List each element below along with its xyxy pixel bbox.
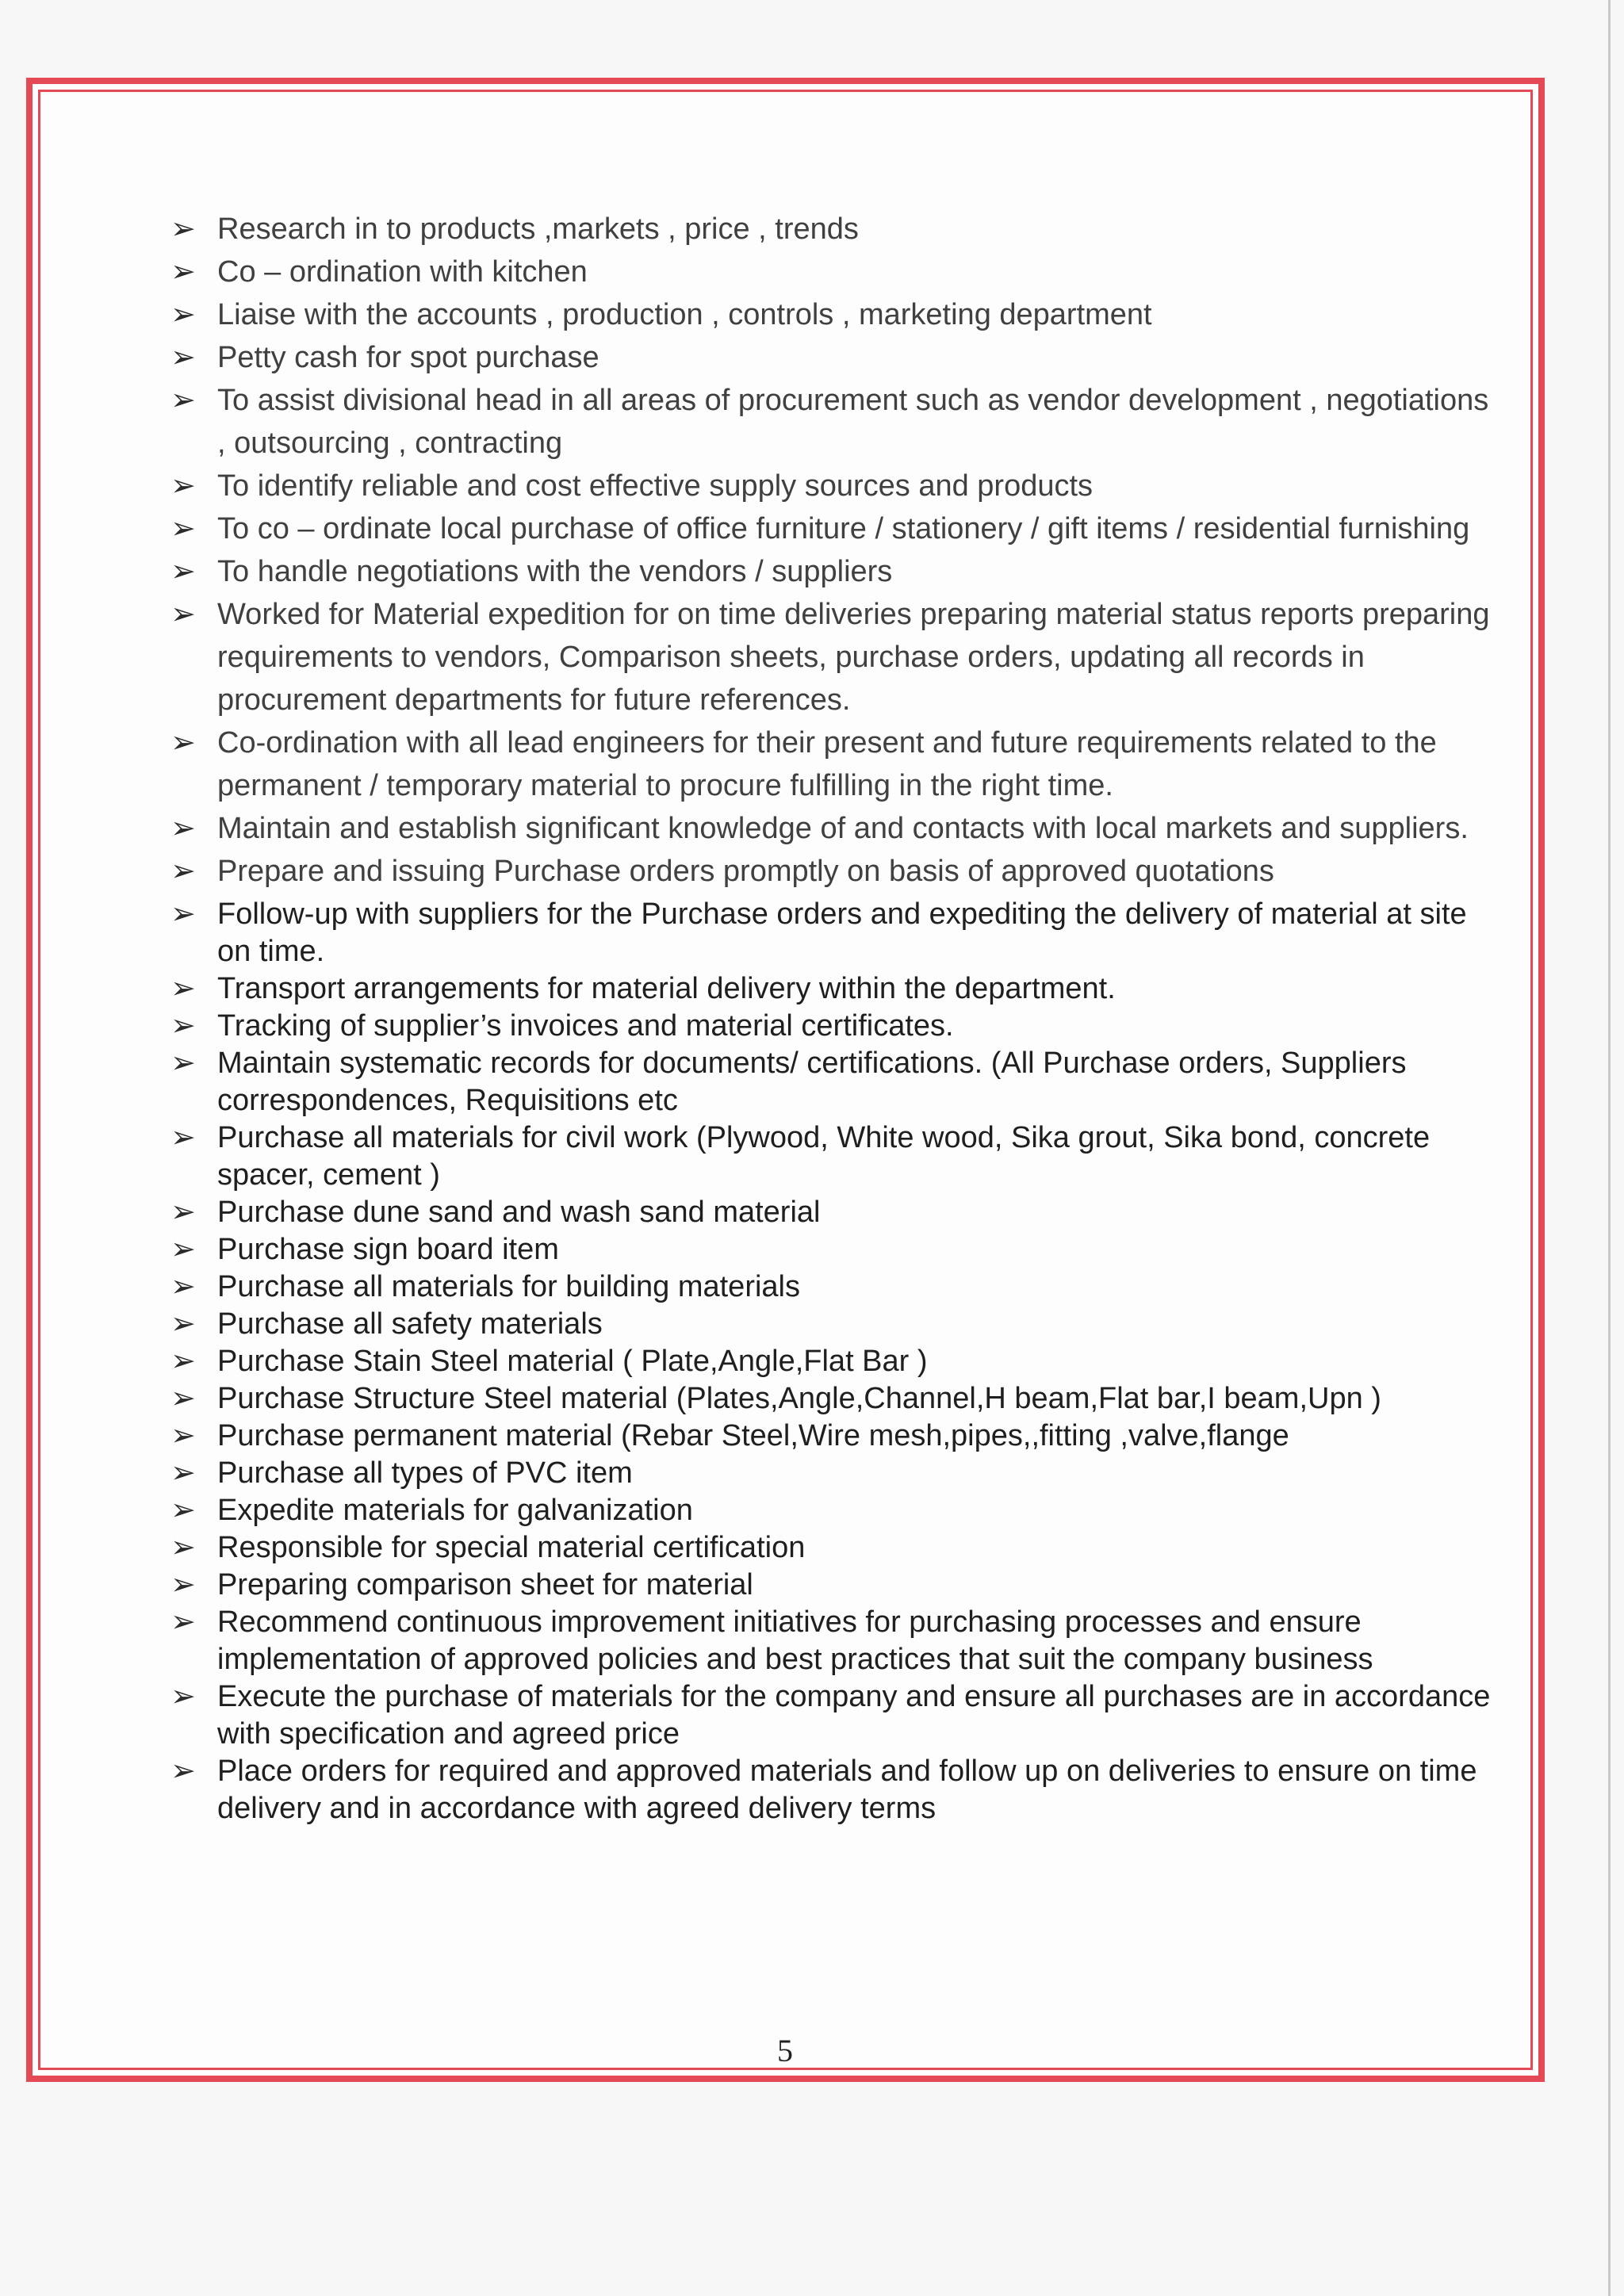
arrow-bullet-icon: ➢ bbox=[170, 1568, 196, 1601]
arrow-bullet-icon: ➢ bbox=[170, 555, 196, 588]
list-item bbox=[170, 1045, 1503, 1119]
list-item-text: Preparing comparison sheet for material bbox=[217, 1568, 753, 1601]
document-body bbox=[170, 208, 1503, 1827]
list-item bbox=[170, 379, 1503, 465]
arrow-bullet-icon: ➢ bbox=[170, 1456, 196, 1490]
arrow-bullet-icon: ➢ bbox=[170, 726, 196, 760]
arrow-bullet-icon: ➢ bbox=[170, 972, 196, 1005]
arrow-bullet-icon: ➢ bbox=[170, 469, 196, 503]
arrow-bullet-icon: ➢ bbox=[170, 1680, 196, 1713]
arrow-bullet-icon: ➢ bbox=[170, 1009, 196, 1043]
list-item-text: Transport arrangements for material delivery within the department. bbox=[217, 972, 1116, 1005]
list-item bbox=[170, 1231, 1503, 1269]
list-item bbox=[170, 1343, 1503, 1380]
arrow-bullet-icon: ➢ bbox=[170, 598, 196, 631]
list-item-text: Purchase Structure Steel material (Plates,Angle,Channel,H beam,Flat bar,I beam,Upn ) bbox=[217, 1382, 1381, 1415]
arrow-bullet-icon: ➢ bbox=[170, 298, 196, 331]
arrow-bullet-icon: ➢ bbox=[170, 1121, 196, 1154]
list-item bbox=[170, 1529, 1503, 1567]
list-item bbox=[170, 896, 1503, 970]
list-item-text: Co-ordination with all lead engineers for their present and future requirements related to the permanent / temporary material to procure fulfilling in the right time. bbox=[217, 726, 1437, 802]
list-item bbox=[170, 1269, 1503, 1306]
arrow-bullet-icon: ➢ bbox=[170, 255, 196, 289]
responsibilities-list-upper bbox=[170, 208, 1503, 893]
list-item-text: To identify reliable and cost effective supply sources and products bbox=[217, 469, 1094, 503]
arrow-bullet-icon: ➢ bbox=[170, 341, 196, 374]
arrow-bullet-icon: ➢ bbox=[170, 1345, 196, 1378]
list-item bbox=[170, 1418, 1503, 1455]
page-edge-shadow bbox=[1608, 0, 1611, 2296]
list-item-text: Responsible for special material certification bbox=[217, 1531, 806, 1564]
arrow-bullet-icon: ➢ bbox=[170, 1494, 196, 1527]
list-item-text: Purchase Stain Steel material ( Plate,Angle,Flat Bar ) bbox=[217, 1345, 928, 1378]
list-item bbox=[170, 1194, 1503, 1231]
arrow-bullet-icon: ➢ bbox=[170, 1196, 196, 1229]
list-item bbox=[170, 1306, 1503, 1343]
arrow-bullet-icon: ➢ bbox=[170, 812, 196, 845]
list-item-text: To co – ordinate local purchase of office furniture / stationery / gift items / residential furnishing bbox=[217, 512, 1470, 545]
list-item-text: Purchase all materials for civil work (Plywood, White wood, Sika grout, Sika bond, concrete spacer, cement ) bbox=[217, 1121, 1431, 1192]
list-item-text: To assist divisional head in all areas of procurement such as vendor development , negotiations , outsourcing , contracting bbox=[217, 384, 1489, 460]
list-item bbox=[170, 1380, 1503, 1418]
arrow-bullet-icon: ➢ bbox=[170, 1047, 196, 1080]
list-item-text: Execute the purchase of materials for the company and ensure all purchases are in accordance with specification and agreed price bbox=[217, 1680, 1491, 1751]
responsibilities-list-lower bbox=[170, 896, 1503, 1827]
list-item-text: Purchase permanent material (Rebar Steel,Wire mesh,pipes,,fitting ,valve,flange bbox=[217, 1419, 1289, 1452]
list-item-text: Purchase sign board item bbox=[217, 1233, 559, 1266]
list-item-text: Purchase dune sand and wash sand material bbox=[217, 1196, 821, 1229]
list-item-text: Petty cash for spot purchase bbox=[217, 341, 599, 374]
arrow-bullet-icon: ➢ bbox=[170, 1531, 196, 1564]
list-item bbox=[170, 336, 1503, 379]
list-item-text: Purchase all types of PVC item bbox=[217, 1456, 633, 1490]
list-item bbox=[170, 293, 1503, 336]
list-item bbox=[170, 1119, 1503, 1194]
list-item-text: Purchase all safety materials bbox=[217, 1307, 603, 1341]
arrow-bullet-icon: ➢ bbox=[170, 1307, 196, 1341]
list-item-text: Maintain systematic records for documents/ certifications. (All Purchase orders, Suppliers correspondences, Requisitions etc bbox=[217, 1047, 1407, 1117]
list-item bbox=[170, 1492, 1503, 1529]
list-item-text: Tracking of supplier’s invoices and material certificates. bbox=[217, 1009, 954, 1043]
list-item bbox=[170, 970, 1503, 1008]
list-item bbox=[170, 550, 1503, 593]
list-item bbox=[170, 1567, 1503, 1604]
list-item bbox=[170, 850, 1503, 893]
page-number: 5 bbox=[777, 2033, 793, 2068]
list-item bbox=[170, 1678, 1503, 1753]
list-item bbox=[170, 721, 1503, 807]
arrow-bullet-icon: ➢ bbox=[170, 1233, 196, 1266]
list-item-text: Prepare and issuing Purchase orders promptly on basis of approved quotations bbox=[217, 855, 1274, 888]
list-item-text: Worked for Material expedition for on time deliveries preparing material status reports preparing requirements to vendors, Comparison sheets, purchase orders, updating all records in procurement departments for future references. bbox=[217, 598, 1490, 717]
arrow-bullet-icon: ➢ bbox=[170, 212, 196, 246]
arrow-bullet-icon: ➢ bbox=[170, 512, 196, 545]
arrow-bullet-icon: ➢ bbox=[170, 1270, 196, 1303]
list-item-text: Purchase all materials for building materials bbox=[217, 1270, 800, 1303]
arrow-bullet-icon: ➢ bbox=[170, 1382, 196, 1415]
list-item-text: Co – ordination with kitchen bbox=[217, 255, 588, 289]
arrow-bullet-icon: ➢ bbox=[170, 384, 196, 417]
list-item bbox=[170, 1753, 1503, 1827]
list-item bbox=[170, 1455, 1503, 1492]
list-item bbox=[170, 807, 1503, 850]
list-item bbox=[170, 465, 1503, 507]
list-item-text: Expedite materials for galvanization bbox=[217, 1494, 693, 1527]
list-item bbox=[170, 593, 1503, 721]
list-item bbox=[170, 1604, 1503, 1678]
list-item bbox=[170, 1008, 1503, 1045]
list-item bbox=[170, 507, 1503, 550]
list-item-text: Liaise with the accounts , production , controls , marketing department bbox=[217, 298, 1152, 331]
list-item-text: Place orders for required and approved materials and follow up on deliveries to ensure on time delivery and in accordance with agreed delivery terms bbox=[217, 1755, 1477, 1825]
list-item-text: Follow-up with suppliers for the Purchase orders and expediting the delivery of material at site on time. bbox=[217, 897, 1467, 968]
list-item-text: Research in to products ,markets , price , trends bbox=[217, 212, 859, 246]
list-item-text: Maintain and establish significant knowledge of and contacts with local markets and suppliers. bbox=[217, 812, 1469, 845]
arrow-bullet-icon: ➢ bbox=[170, 855, 196, 888]
list-item bbox=[170, 208, 1503, 251]
list-item-text: To handle negotiations with the vendors / suppliers bbox=[217, 555, 893, 588]
list-item bbox=[170, 251, 1503, 293]
arrow-bullet-icon: ➢ bbox=[170, 1755, 196, 1788]
list-item-text: Recommend continuous improvement initiatives for purchasing processes and ensure implementation of approved policies and best practices that suit the company business bbox=[217, 1605, 1373, 1676]
arrow-bullet-icon: ➢ bbox=[170, 897, 196, 931]
arrow-bullet-icon: ➢ bbox=[170, 1419, 196, 1452]
arrow-bullet-icon: ➢ bbox=[170, 1605, 196, 1639]
